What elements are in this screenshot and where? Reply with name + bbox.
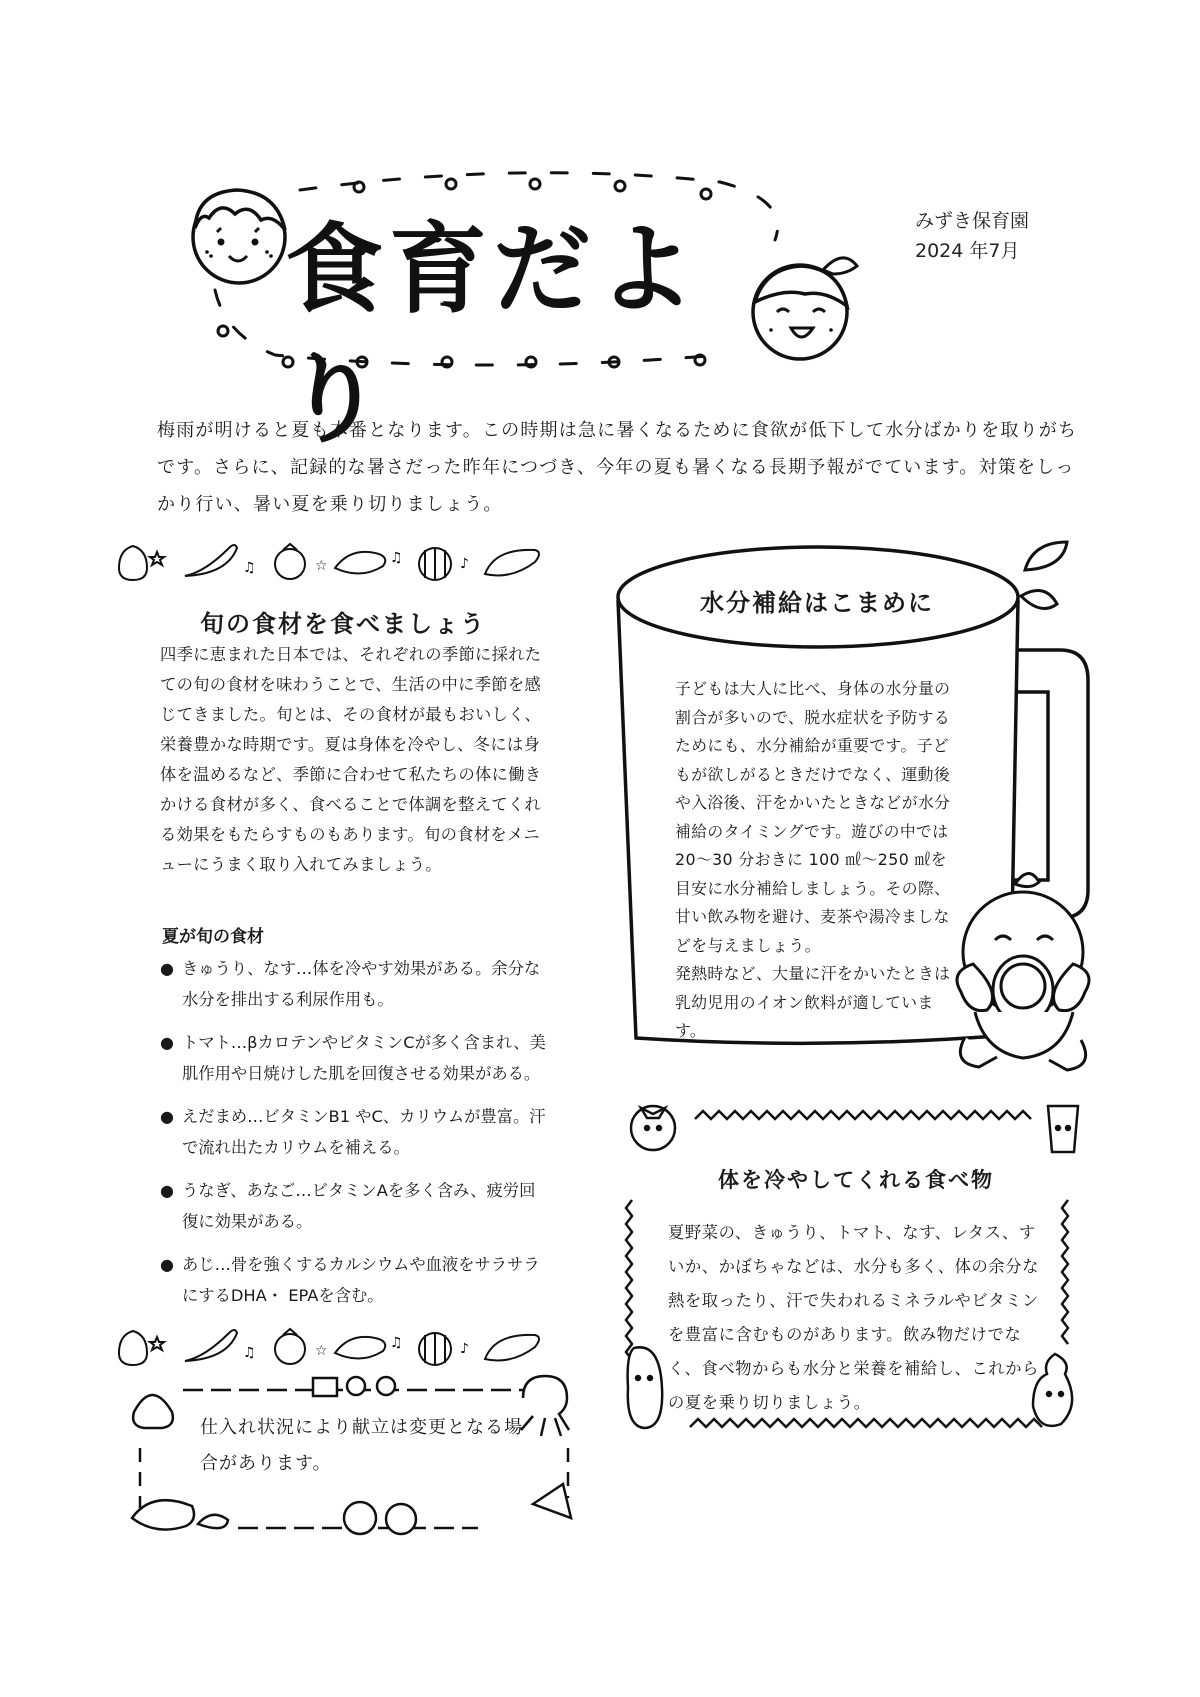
svg-text:♪: ♪: [460, 1341, 469, 1357]
hydration-title: 水分補給はこまめに: [700, 589, 934, 617]
list-item: ● トマト…βカロテンやビタミンCが多く含まれ、美肌作用や日焼けした肌を回復させる効果がある。: [160, 1033, 546, 1083]
svg-text:☆: ☆: [315, 1343, 328, 1359]
notice-text: 仕入れ状況により献立は変更となる場合があります。: [200, 1417, 523, 1474]
hydration-body: 子どもは大人に比べ、身体の水分量の割合が多いので、脱水症状を予防するためにも、水分補給が重要です。子どもが欲しがるときだけでなく、運動後や入浴後、汗をかいたときなどが水分補給のタイミングです。遊びの中では 20～30 分おきに 100 ㎖～250 ㎖を目安に水分補給しましょう。その際、甘い飲み物を避け、麦茶や湯冷ましなどを与えましょう。 発熱時など、大量に汗をかいたときは乳幼児用のイオン飲料が適しています。: [675, 679, 951, 1040]
list-item: ● きゅうり、なす…体を冷やす効果がある。余分な水分を排出する利尿作用も。: [160, 959, 541, 1009]
glass-icon: [1030, 1098, 1090, 1158]
seasonal-food-list: [160, 953, 550, 1323]
school-name: みずき保育園: [915, 210, 1030, 232]
svg-text:♫: ♫: [390, 1335, 403, 1351]
vegetable-row-icon: [115, 1323, 585, 1373]
svg-text:♪: ♪: [460, 556, 469, 572]
cooling-food-body: 夏野菜の、きゅうり、トマト、なす、レタス、すいか、かぼちゃなどは、水分も多く、体の余分な熱を取ったり、汗で失われるミネラルやビタミンを豊富に含むものがあります。飲み物だけでなく、食べ物からも水分と栄養を補給し、これからの夏を乗り切りましょう。: [668, 1223, 1040, 1412]
svg-text:☆: ☆: [315, 558, 328, 574]
svg-text:♫: ♫: [243, 1345, 256, 1361]
intro-text: 梅雨が明けると夏も本番となります。この時期は急に暑くなるために食欲が低下して水分ばかりを取りがちです。さらに、記録的な暑さだった昨年につづき、今年の夏も暑くなる長期予報がでています。対策をしっかり行い、暑い夏を乗り切りましょう。: [157, 420, 1078, 515]
list-item: ● あじ…骨を強くするカルシウムや血液をサラサラにするDHA・ EPAを含む。: [160, 1255, 540, 1305]
water-drops-icon: [1015, 538, 1095, 628]
list-item: ● うなぎ、あなご…ビタミンAを多く含み、疲労回復に効果がある。: [160, 1181, 536, 1231]
girl-face-icon: [735, 250, 870, 365]
cooling-food-title: 体を冷やしてくれる食べ物: [718, 1168, 994, 1192]
issue-date: 2024 年7月: [915, 240, 1020, 262]
vegetable-row-icon: [115, 538, 585, 588]
page-title: 食育だより: [285, 213, 702, 457]
svg-text:♫: ♫: [390, 550, 403, 566]
list-item: ● えだまめ…ビタミンB1 やC、カリウムが豊富。汗で流れ出たカリウムを補える。: [160, 1107, 546, 1157]
seasonal-body: 四季に恵まれた日本では、それぞれの季節に採れたての旬の食材を味わうことで、生活の中に季節を感じてきました。旬とは、その食材が最もおいしく、栄養豊かな時期です。夏は身体を冷やし、冬には身体を温めるなど、季節に合わせて私たちの体に働きかける食材が多く、食べることで体調を整えてくれる効果をもたらすものもあります。旬の食材をメニューにうまく取り入れてみましょう。: [160, 645, 542, 874]
tomato-icon: [623, 1098, 683, 1153]
seasonal-subhead: 夏が旬の食材: [162, 927, 264, 947]
seasonal-title: 旬の食材を食べましょう: [200, 610, 486, 638]
drinking-baby-icon: [955, 862, 1105, 1072]
cucumber-icon: [620, 1342, 670, 1432]
svg-text:♫: ♫: [243, 560, 256, 576]
school-info: [915, 206, 1029, 266]
